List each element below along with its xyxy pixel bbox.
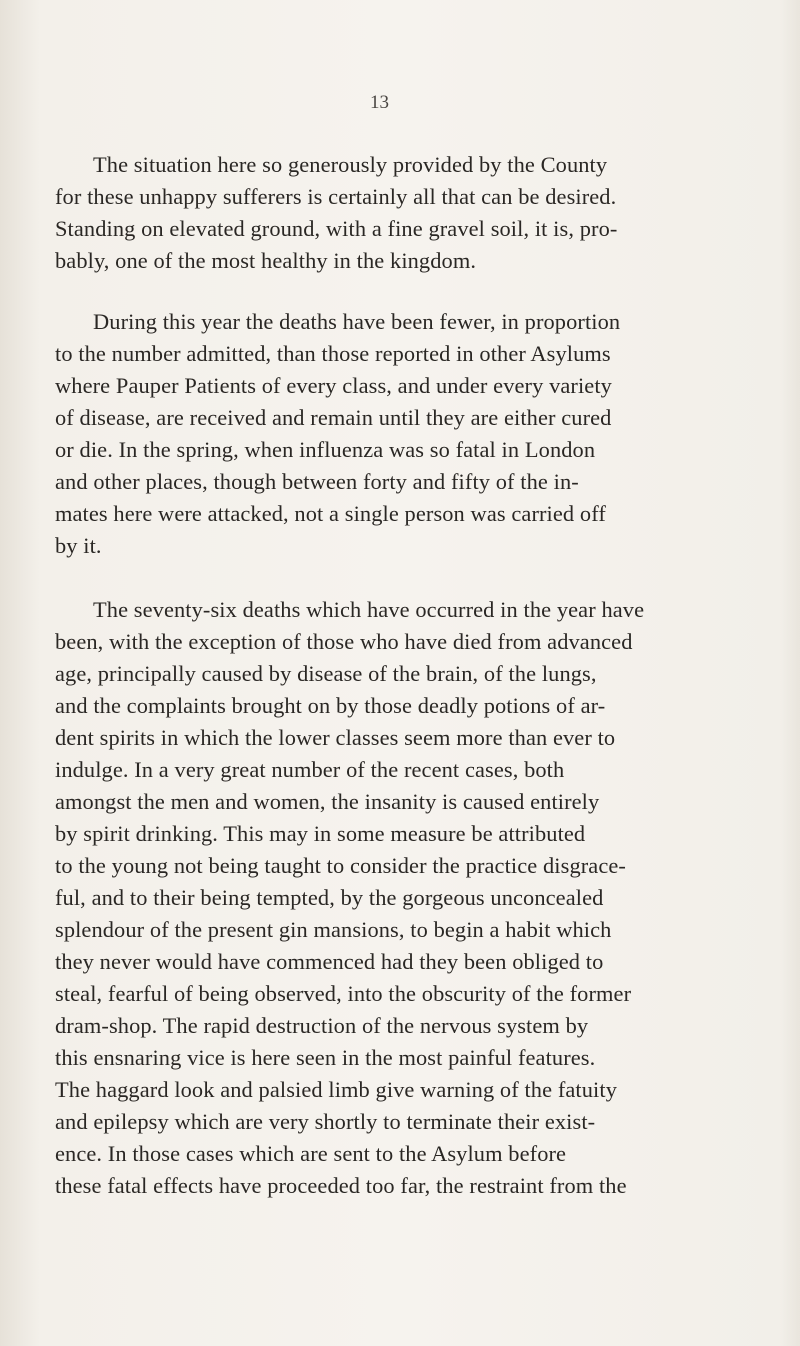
text-line: splendour of the present gin mansions, to begin a habit which (55, 917, 612, 942)
text-line: and epilepsy which are very shortly to terminate their exist- (55, 1109, 596, 1134)
text-line: to the number admitted, than those reported in other Asylums (55, 341, 611, 366)
text-line: mates here were attacked, not a single person was carried off (55, 501, 606, 526)
text-line: amongst the men and women, the insanity is caused entirely (55, 789, 600, 814)
text-line: they never would have commenced had they been obliged to (55, 949, 604, 974)
paragraph-1 (55, 149, 755, 277)
text-line: and the complaints brought on by those deadly potions of ar- (55, 693, 606, 718)
text-line: for these unhappy sufferers is certainly all that can be desired. (55, 184, 617, 209)
paragraph-2 (55, 306, 755, 562)
text-line: these fatal effects have proceeded too far, the restraint from the (55, 1173, 627, 1198)
text-line: indulge. In a very great number of the recent cases, both (55, 757, 565, 782)
text-line: The situation here so generously provided by the County (93, 152, 608, 177)
text-line: dent spirits in which the lower classes seem more than ever to (55, 725, 616, 750)
text-line: Standing on elevated ground, with a fine gravel soil, it is, pro- (55, 216, 618, 241)
text-line: by it. (55, 533, 102, 558)
text-line: ful, and to their being tempted, by the gorgeous unconcealed (55, 885, 604, 910)
text-line: this ensnaring vice is here seen in the most painful features. (55, 1045, 596, 1070)
text-line: ence. In those cases which are sent to the Asylum before (55, 1141, 567, 1166)
text-line: dram-shop. The rapid destruction of the nervous system by (55, 1013, 589, 1038)
text-line: and other places, though between forty and fifty of the in- (55, 469, 579, 494)
text-line: The seventy-six deaths which have occurred in the year have (93, 597, 645, 622)
page-number: 13 (370, 92, 389, 113)
text-line: of disease, are received and remain until they are either cured (55, 405, 612, 430)
text-line: age, principally caused by disease of the brain, of the lungs, (55, 661, 597, 686)
text-line: During this year the deaths have been fewer, in proportion (93, 309, 621, 334)
text-line: been, with the exception of those who have died from advanced (55, 629, 633, 654)
text-line: The haggard look and palsied limb give warning of the fatuity (55, 1077, 617, 1102)
text-line: to the young not being taught to consider the practice disgrace- (55, 853, 626, 878)
paragraph-3 (55, 594, 755, 1202)
text-line: or die. In the spring, when influenza was so fatal in London (55, 437, 596, 462)
text-line: bably, one of the most healthy in the kingdom. (55, 248, 477, 273)
text-line: steal, fearful of being observed, into the obscurity of the former (55, 981, 632, 1006)
text-line: where Pauper Patients of every class, and under every variety (55, 373, 612, 398)
text-line: by spirit drinking. This may in some measure be attributed (55, 821, 586, 846)
